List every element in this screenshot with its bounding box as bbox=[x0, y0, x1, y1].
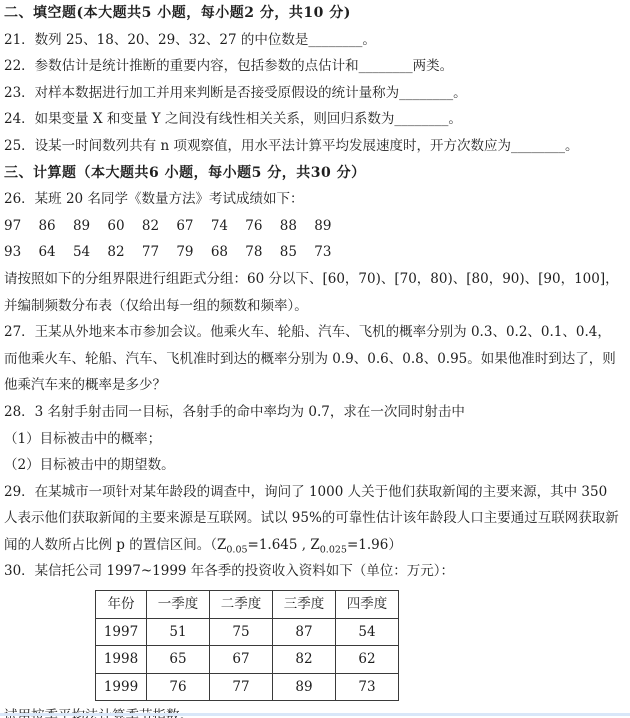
question-30-intro: 30．某信托公司 1997~1999 年各季的投资收入资料如下（单位：万元）： bbox=[4, 563, 455, 580]
window-bottom-edge bbox=[0, 713, 630, 716]
table-cell: 54 bbox=[336, 618, 399, 646]
z-notation-mid: =1.645 , Z bbox=[247, 536, 320, 553]
question-26-scores-row-2: 93 64 54 82 77 79 68 78 85 73 bbox=[4, 244, 332, 261]
section-fill-in-heading: 二、填空题(本大题共5 小题，每小题2 分，共10 分) bbox=[4, 5, 351, 21]
table-header-cell-q3: 三季度 bbox=[273, 591, 336, 619]
table-cell: 62 bbox=[336, 646, 399, 674]
question-21: 21．数列 25、18、20、29、32、27 的中位数是________。 bbox=[4, 31, 376, 48]
table-cell: 76 bbox=[147, 673, 210, 701]
section-calculation-heading: 三、计算题（本大题共6 小题，每小题5 分，共30 分） bbox=[4, 164, 366, 181]
question-23: 23．对样本数据进行加工并用来判断是否接受原假设的统计量称为________。 bbox=[4, 84, 467, 101]
z-notation-close: =1.96） bbox=[346, 536, 402, 553]
question-28-item-2: （2）目标被击中的期望数。 bbox=[4, 457, 175, 474]
question-25: 25．设某一时间数列共有 n 项观察值，用水平法计算平均发展速度时，开方次数应为________。 bbox=[4, 137, 579, 154]
table-row-1999 bbox=[96, 673, 399, 701]
table-cell: 67 bbox=[210, 646, 273, 674]
question-29-text: 29．在某城市一项针对某年龄段的调查中，询问了 1000 人关于他们获取新闻的主要来源，其中 350 人表示他们获取新闻的主要来源是互联网。试以 95%的可靠性估计该年龄段人口主要通过互联网获取新闻的人数所占比例 p 的置信区间。 bbox=[4, 483, 619, 553]
table-header-cell-q2: 二季度 bbox=[210, 591, 273, 619]
table-header-cell-q1: 一季度 bbox=[147, 591, 210, 619]
z-alpha-subscript-1: 0.05 bbox=[226, 544, 248, 556]
question-26-intro: 26．某班 20 名同学《数量方法》考试成绩如下： bbox=[4, 191, 304, 208]
table-cell: 77 bbox=[210, 673, 273, 701]
table-cell: 73 bbox=[336, 673, 399, 701]
table-cell: 51 bbox=[147, 618, 210, 646]
table-row-1998 bbox=[96, 646, 399, 674]
table-header-cell-q4: 四季度 bbox=[336, 591, 399, 619]
question-26-scores-row-1: 97 86 89 60 82 67 74 76 88 89 bbox=[4, 217, 332, 234]
question-27: 27．王某从外地来本市参加会议。他乘火车、轮船、汽车、飞机的概率分别为 0.3、0.2、0.1、0.4，而他乘火车、轮船、汽车、飞机准时到达的概率分别为 0.9、0.6、0.8、0.95。如果他准时到达了，则他乘汽车来的概率是多少？ bbox=[4, 324, 616, 394]
question-26-instruction: 请按照如下的分组界限进行组距式分组：60 分以下、[60，70)、[70，80)、[80，90)、[90，100]，并编制频数分布表（仅给出每一组的频数和频率）。 bbox=[4, 270, 619, 314]
table-cell: 82 bbox=[273, 646, 336, 674]
question-28-intro: 28．3 名射手射击同一目标，各射手的命中率均为 0.7，求在一次同时射击中 bbox=[4, 403, 465, 420]
table-cell-year: 1999 bbox=[96, 673, 147, 701]
table-cell: 87 bbox=[273, 618, 336, 646]
investment-income-table bbox=[95, 590, 399, 701]
table-header-row bbox=[96, 591, 399, 619]
z-notation-open: （Z bbox=[210, 536, 227, 553]
table-cell: 65 bbox=[147, 646, 210, 674]
table-cell-year: 1998 bbox=[96, 646, 147, 674]
question-22: 22．参数估计是统计推断的重要内容，包括参数的点估计和________两类。 bbox=[4, 58, 454, 75]
question-24: 24．如果变量 X 和变量 Y 之间没有线性相关关系，则回归系数为________。 bbox=[4, 111, 462, 128]
question-29 bbox=[0, 479, 630, 559]
table-row-1997 bbox=[96, 618, 399, 646]
z-alpha-subscript-2: 0.025 bbox=[319, 544, 347, 556]
table-cell: 75 bbox=[210, 618, 273, 646]
question-28-item-1: （1）目标被击中的概率； bbox=[4, 430, 162, 447]
table-cell: 89 bbox=[273, 673, 336, 701]
table-header-cell-year: 年份 bbox=[96, 591, 147, 619]
table-cell-year: 1997 bbox=[96, 618, 147, 646]
